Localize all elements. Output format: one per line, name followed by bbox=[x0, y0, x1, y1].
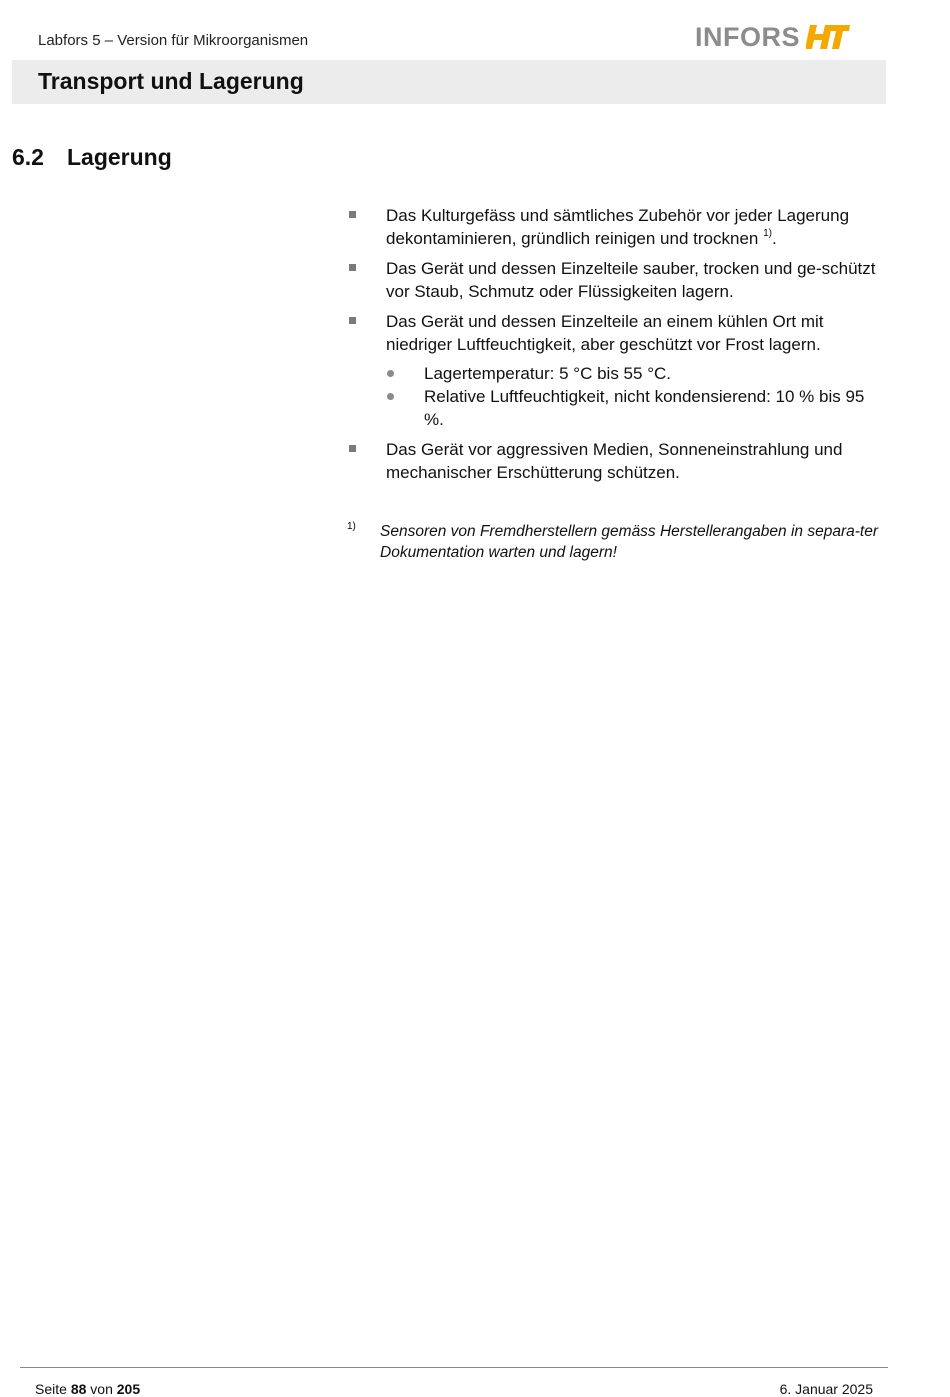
ht-logo-mark-icon bbox=[806, 25, 850, 49]
list-item-suffix: . bbox=[771, 229, 777, 248]
footnote-reference: 1) bbox=[763, 228, 772, 240]
round-bullet-icon bbox=[387, 393, 394, 400]
list-item bbox=[346, 438, 886, 484]
square-bullet-icon bbox=[349, 317, 356, 324]
sublist-item bbox=[346, 385, 886, 431]
list-item bbox=[346, 310, 886, 356]
list-item-text: Das Gerät und dessen Einzelteile an einem kühlen Ort mit niedriger Luftfeuchtigkeit, aber geschützt vor Frost lagern. bbox=[386, 312, 824, 354]
page-of: von bbox=[90, 1381, 113, 1397]
sublist-item-text: Lagertemperatur: 5 °C bis 55 °C. bbox=[424, 364, 671, 383]
sublist-item-text: Relative Luftfeuchtigkeit, nicht kondensierend: 10 % bis 95 %. bbox=[424, 387, 865, 429]
document-date: 6. Januar 2025 bbox=[779, 1381, 873, 1397]
square-bullet-icon bbox=[349, 264, 356, 271]
footer-divider bbox=[20, 1367, 888, 1368]
storage-conditions-sublist bbox=[346, 362, 886, 431]
section-title: Lagerung bbox=[67, 144, 172, 170]
storage-instructions-list bbox=[346, 204, 886, 491]
page-label: Seite bbox=[35, 1381, 67, 1397]
page-title-band bbox=[12, 60, 886, 104]
section-number: 6.2 bbox=[12, 144, 44, 170]
list-item-text: Das Kulturgefäss und sämtliches Zubehör vor jeder Lagerung dekontaminieren, gründlich reinigen und trocknen bbox=[386, 206, 850, 248]
page-total: 205 bbox=[116, 1381, 141, 1397]
section-heading bbox=[12, 144, 172, 171]
page-title: Transport und Lagerung bbox=[38, 68, 304, 94]
square-bullet-icon bbox=[349, 445, 356, 452]
infors-ht-logo bbox=[695, 22, 850, 52]
document-subtitle: Labfors 5 – Version für Mikroorganismen bbox=[38, 32, 309, 49]
logo-text: INFORS bbox=[695, 21, 801, 52]
page-number bbox=[35, 1381, 140, 1397]
page-current: 88 bbox=[70, 1381, 87, 1397]
list-item bbox=[346, 204, 886, 250]
footnote bbox=[347, 521, 887, 563]
round-bullet-icon bbox=[387, 370, 394, 377]
list-item-text: Das Gerät vor aggressiven Medien, Sonneneinstrahlung und mechanischer Erschütterung schützen. bbox=[386, 440, 843, 482]
list-item-text: Das Gerät und dessen Einzelteile sauber, trocken und ge-schützt vor Staub, Schmutz oder Flüssigkeiten lagern. bbox=[386, 259, 876, 301]
footnote-marker: 1) bbox=[347, 521, 356, 532]
footnote-text: Sensoren von Fremdherstellern gemäss Herstellerangaben in separa-ter Dokumentation warten und lagern! bbox=[380, 523, 878, 561]
square-bullet-icon bbox=[349, 211, 356, 218]
sublist-item bbox=[346, 362, 886, 385]
list-item bbox=[346, 257, 886, 303]
